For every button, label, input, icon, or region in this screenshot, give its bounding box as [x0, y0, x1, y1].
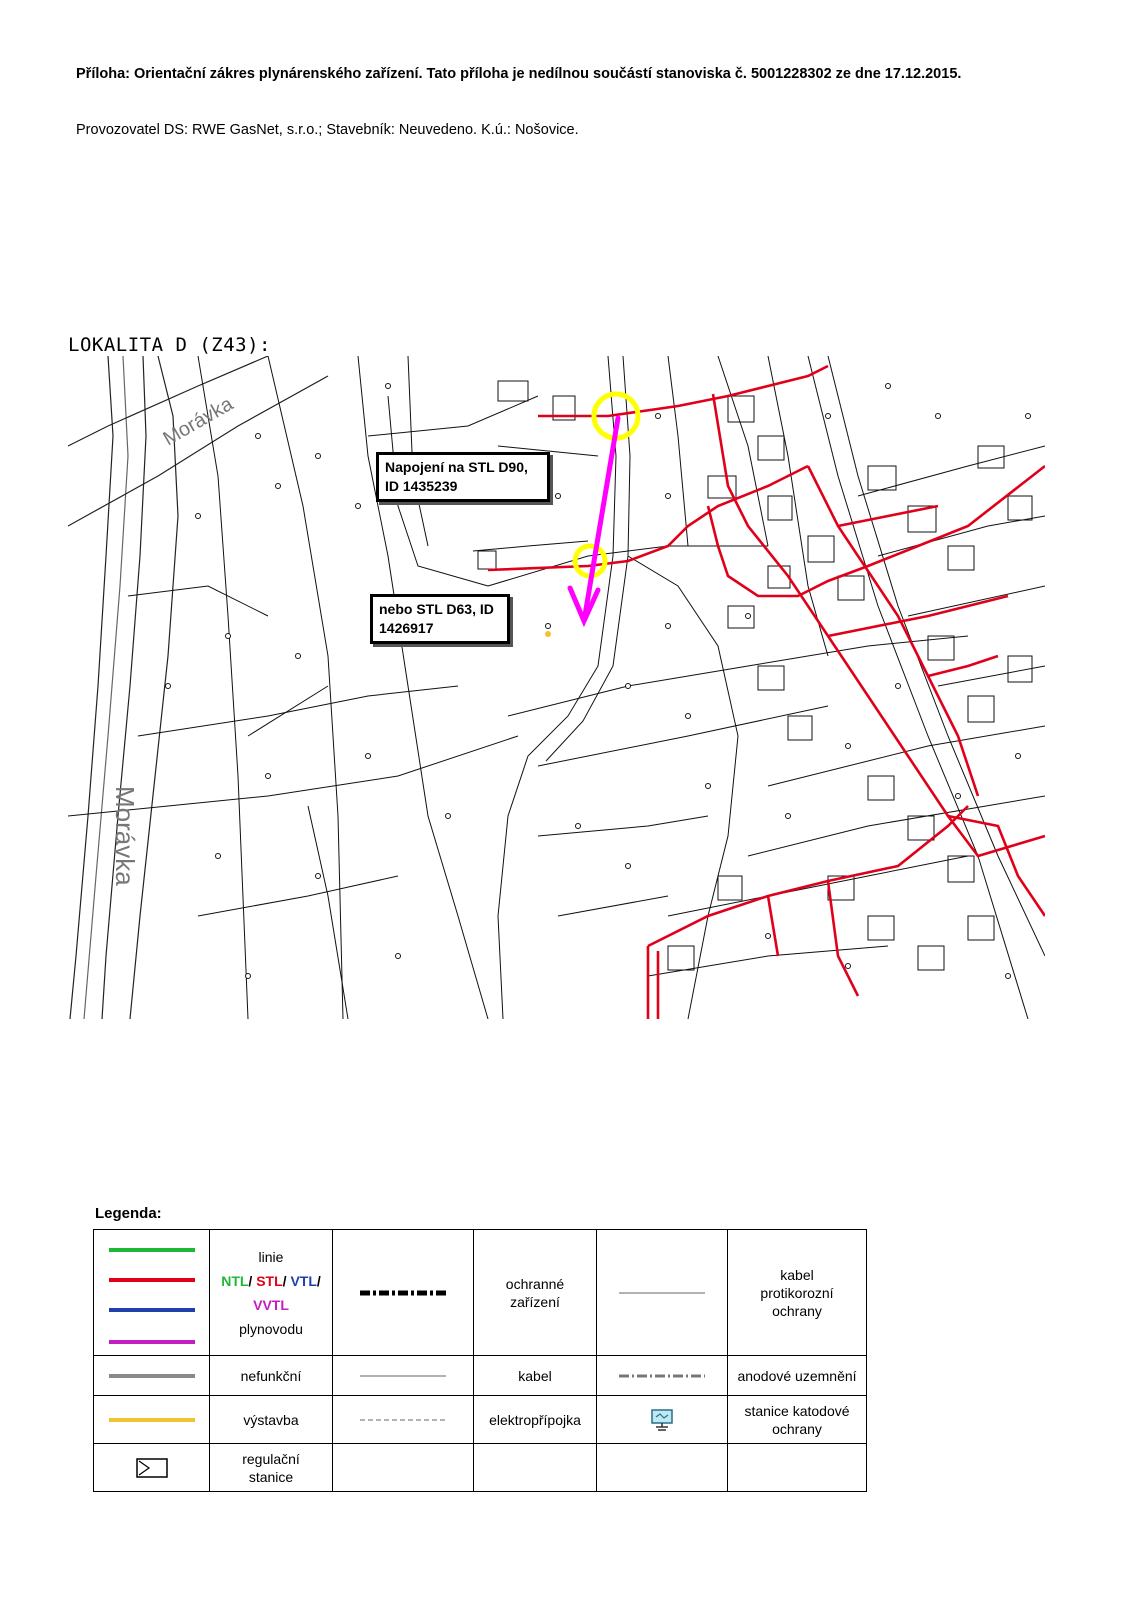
- protective-device-swatch: [358, 1288, 448, 1298]
- legend-empty-3: [597, 1444, 728, 1492]
- regulator-station-icon: [135, 1457, 169, 1479]
- callout-connection-b: [370, 594, 510, 644]
- cathodic-cable-swatch: [617, 1290, 707, 1296]
- legend-cathodic-station-label: [728, 1396, 867, 1444]
- legend-title: Legenda:: [95, 1205, 162, 1222]
- legend-vvtl: VVTL: [253, 1296, 289, 1313]
- callout-a-line1: Napojení na STL D90,: [385, 459, 528, 475]
- legend-construction-label: výstavba: [210, 1396, 333, 1444]
- legend-lines-top: linie: [258, 1248, 284, 1265]
- legend-cable-swatch: [333, 1356, 474, 1396]
- attachment-title: Příloha: Orientační zákres plynárenského zařízení. Tato příloha je nedílnou součástí stanoviska č. 5001228302 ze dne 17.12.2015.: [76, 66, 962, 82]
- legend-sep: /: [316, 1272, 321, 1289]
- construction-swatch: [107, 1416, 197, 1424]
- legend-electric-swatch: [333, 1396, 474, 1444]
- river-label-bottom: Morávka: [110, 786, 140, 886]
- legend-stanice-kat: stanice katodové ochrany: [744, 1402, 850, 1437]
- cable-swatch: [358, 1373, 448, 1379]
- map-canvas: [68, 356, 1045, 1019]
- legend-cathodic-station-swatch: [597, 1396, 728, 1444]
- callout-a-line2: ID 1435239: [385, 478, 458, 494]
- construction-dot: [545, 631, 551, 637]
- legend-cathodic-cable-swatch: [597, 1230, 728, 1356]
- callout-b-line1: nebo STL D63, ID: [379, 601, 494, 617]
- legend-vtl: VTL: [290, 1272, 317, 1289]
- cathodic-station-icon: [649, 1408, 675, 1432]
- legend-construction-swatch: [94, 1396, 210, 1444]
- legend-regulator-label: [210, 1444, 333, 1492]
- legend-empty-2: [474, 1444, 597, 1492]
- legend-gas-label: [210, 1230, 333, 1356]
- legend-lines-bottom: plynovodu: [239, 1320, 303, 1337]
- legend-electric-label: elektropřípojka: [474, 1396, 597, 1444]
- legend-cable-label: kabel: [474, 1356, 597, 1396]
- legend-table: [93, 1229, 867, 1492]
- operator-info: Provozovatel DS: RWE GasNet, s.r.o.; Stavebník: Neuvedeno. K.ú.: Nošovice.: [76, 122, 579, 138]
- legend-ntl: NTL: [221, 1272, 249, 1289]
- legend-sep: /: [282, 1272, 287, 1289]
- cadastral-map: [68, 356, 1045, 1019]
- legend-sep: /: [248, 1272, 253, 1289]
- gas-line-swatches: [107, 1238, 197, 1348]
- legend-regulacni: regulační stanice: [242, 1450, 300, 1485]
- legend-gas-swatches: [94, 1230, 210, 1356]
- legend-stl: STL: [256, 1272, 283, 1289]
- legend-nonfunc-label: nefunkční: [210, 1356, 333, 1396]
- legend-empty-1: [333, 1444, 474, 1492]
- location-label: LOKALITA D (Z43):: [68, 334, 271, 356]
- legend-kabel-prot: kabel protikorozní ochrany: [760, 1266, 834, 1319]
- legend-pressure-types: [210, 1272, 332, 1290]
- river-label-top: Morávka: [159, 392, 237, 451]
- electric-connection-swatch: [358, 1417, 448, 1423]
- legend-protective-label: [474, 1230, 597, 1356]
- nonfunctional-swatch: [107, 1372, 197, 1380]
- legend-regulator-swatch: [94, 1444, 210, 1492]
- legend-ochranne: ochranné zařízení: [505, 1275, 565, 1310]
- callout-b-line2: 1426917: [379, 620, 434, 636]
- legend-cathodic-cable-label: [728, 1230, 867, 1356]
- legend-nonfunc-swatch: [94, 1356, 210, 1396]
- callout-connection-a: [376, 452, 550, 502]
- legend-protective-swatch: [333, 1230, 474, 1356]
- legend-anode-swatch: [597, 1356, 728, 1396]
- anode-grounding-swatch: [617, 1373, 707, 1379]
- legend-anode-label: anodové uzemnění: [728, 1356, 867, 1396]
- legend-empty-4: [728, 1444, 867, 1492]
